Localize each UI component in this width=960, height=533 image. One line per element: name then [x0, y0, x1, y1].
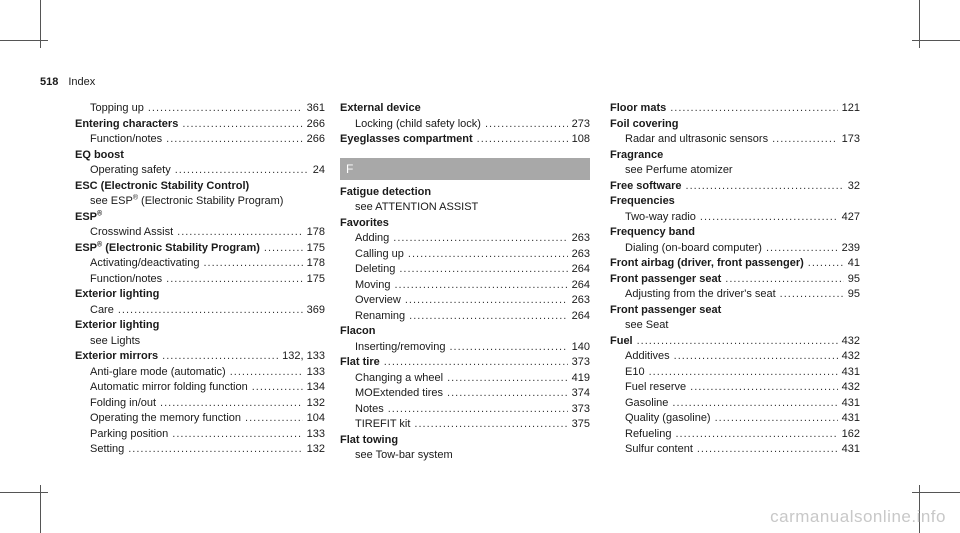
index-subentry — [340, 262, 590, 278]
entry-text: ESP® — [75, 209, 103, 223]
page-reference: 369 — [306, 303, 325, 316]
index-subentry — [75, 256, 325, 272]
page-reference: 133 — [306, 427, 325, 440]
dot-leader — [230, 365, 303, 381]
dot-leader — [447, 371, 568, 387]
dot-leader — [675, 427, 837, 443]
entry-text: Renaming — [355, 309, 406, 322]
index-entry — [610, 179, 860, 195]
entry-text: Parking position — [90, 427, 169, 440]
page-reference: 361 — [306, 102, 325, 114]
dot-leader — [166, 132, 302, 148]
entry-text: Front passenger seat — [610, 272, 722, 285]
entry-text: Inserting/removing — [355, 340, 446, 353]
dot-leader — [264, 241, 303, 257]
index-entry — [75, 241, 325, 257]
index-entry — [610, 272, 860, 288]
page-reference: 432 — [841, 381, 860, 393]
dot-leader — [175, 163, 309, 179]
entry-text: Entering characters — [75, 117, 179, 130]
dot-leader — [384, 355, 568, 371]
entry-text: Gasoline — [625, 396, 669, 409]
index-subentry — [610, 442, 860, 458]
entry-text: see Lights — [90, 334, 141, 347]
page-reference: 419 — [571, 371, 590, 384]
index-column-2 — [340, 101, 590, 464]
page-reference: 32 — [847, 179, 860, 192]
index-column-1 — [75, 101, 325, 458]
page-reference: 95 — [847, 272, 860, 285]
page-reference: 273 — [571, 117, 590, 130]
entry-text: Anti-glare mode (automatic) — [90, 365, 226, 378]
entry-text: Topping up — [90, 102, 144, 114]
page-title: Index — [68, 76, 96, 88]
index-entry — [340, 132, 590, 148]
entry-text: Function/notes — [90, 133, 163, 145]
crop-mark — [0, 40, 48, 41]
entry-text: Fuel — [610, 334, 633, 347]
page-reference: 431 — [841, 365, 860, 378]
entry-text: Fragrance — [610, 148, 664, 161]
page-reference: 432 — [841, 334, 860, 347]
page-reference: 178 — [306, 257, 325, 269]
entry-text: Free software — [610, 179, 682, 192]
index-entry — [75, 148, 325, 164]
entry-text: Radar and ultrasonic sensors — [625, 133, 769, 145]
page-number: 518 — [40, 76, 59, 88]
entry-text: Operating safety — [90, 164, 171, 176]
index-subentry — [75, 303, 325, 319]
dot-leader — [399, 262, 567, 278]
entry-text: MOExtended tires — [355, 387, 444, 399]
index-subentry — [75, 132, 325, 148]
entry-text: Frequency band — [610, 226, 695, 238]
index-subentry — [610, 349, 860, 365]
section-header: F — [340, 158, 590, 180]
page-reference: 431 — [841, 396, 860, 409]
page-reference: 374 — [571, 387, 590, 399]
index-subentry — [610, 380, 860, 396]
page-reference: 175 — [306, 241, 325, 254]
entry-text: Folding in/out — [90, 396, 157, 409]
page-reference: 132 — [306, 443, 325, 455]
index-subentry — [340, 309, 590, 325]
entry-text: ESP® (Electronic Stability Program) — [75, 240, 260, 254]
dot-leader — [674, 349, 838, 365]
entry-text: Fatigue detection — [340, 185, 432, 198]
dot-leader — [405, 293, 568, 309]
index-entry — [340, 185, 590, 201]
index-entry — [610, 101, 860, 117]
entry-text: see ESP® (Electronic Stability Program) — [90, 194, 284, 207]
index-subentry — [75, 225, 325, 241]
dot-leader — [182, 117, 302, 133]
entry-text: Eyeglasses compartment — [340, 133, 473, 145]
index-subentry — [610, 365, 860, 381]
index-subentry — [75, 101, 325, 117]
index-column-3 — [610, 101, 860, 458]
page-reference: 431 — [841, 412, 860, 424]
entry-text: Exterior lighting — [75, 288, 160, 300]
entry-text: Crosswind Assist — [90, 226, 174, 238]
index-subentry — [340, 200, 590, 216]
page-reference: 266 — [306, 133, 325, 145]
page-reference: 134 — [306, 381, 325, 393]
index-entry — [610, 225, 860, 241]
entry-text: Additives — [625, 350, 670, 362]
index-subentry — [610, 318, 860, 334]
watermark: carmanualsonline.info — [770, 507, 946, 526]
index-subentry — [75, 427, 325, 443]
entry-text: Moving — [355, 278, 391, 291]
page-reference: 133 — [306, 365, 325, 378]
entry-text: Adjusting from the driver's seat — [625, 288, 776, 300]
index-subentry — [340, 386, 590, 402]
entry-text: EQ boost — [75, 148, 124, 161]
index-subentry — [75, 396, 325, 412]
page-reference: 264 — [571, 263, 590, 275]
dot-leader — [388, 402, 568, 418]
entry-text: Floor mats — [610, 102, 667, 114]
dot-leader — [808, 256, 844, 272]
page-reference: 264 — [571, 278, 590, 291]
page-reference: 263 — [571, 247, 590, 260]
index-entry — [340, 216, 590, 232]
index-entry — [340, 101, 590, 117]
entry-text: Changing a wheel — [355, 371, 444, 384]
index-entry — [340, 433, 590, 449]
page-reference: 427 — [841, 210, 860, 223]
index-subentry — [340, 293, 590, 309]
page-reference: 373 — [571, 356, 590, 368]
page-reference: 95 — [847, 288, 860, 300]
index-subentry — [75, 380, 325, 396]
index-subentry — [610, 132, 860, 148]
dot-leader — [649, 365, 838, 381]
entry-text: TIREFIT kit — [355, 418, 411, 430]
entry-text: Exterior lighting — [75, 319, 160, 331]
entry-text: Flat towing — [340, 433, 399, 446]
entry-text: Activating/deactivating — [90, 257, 200, 269]
page-reference: 373 — [571, 402, 590, 415]
entry-text: Favorites — [340, 216, 389, 229]
dot-leader — [690, 380, 838, 396]
page-reference: 239 — [841, 241, 860, 254]
dot-leader — [162, 349, 278, 365]
page-reference: 41 — [847, 257, 860, 269]
dot-leader — [166, 272, 302, 288]
entry-text: Deleting — [355, 263, 396, 275]
dot-leader — [697, 442, 838, 458]
index-entry — [610, 303, 860, 319]
index-subentry — [610, 210, 860, 226]
page-reference: 162 — [841, 427, 860, 440]
entry-text: see Perfume atomizer — [625, 164, 733, 176]
page-reference: 263 — [571, 232, 590, 244]
entry-text: Frequencies — [610, 195, 675, 207]
dot-leader — [450, 340, 568, 356]
entry-text: Front airbag (driver, front passenger) — [610, 257, 804, 269]
dot-leader — [177, 225, 303, 241]
entry-text: Two-way radio — [625, 210, 696, 223]
entry-text: Flat tire — [340, 356, 380, 368]
index-entry — [340, 355, 590, 371]
dot-leader — [447, 386, 568, 402]
page-reference: 264 — [571, 309, 590, 322]
dot-leader — [686, 179, 844, 195]
index-subentry — [340, 247, 590, 263]
entry-text: Setting — [90, 443, 125, 455]
entry-text: Exterior mirrors — [75, 350, 159, 362]
page-reference: 431 — [841, 443, 860, 455]
page-reference: 266 — [306, 117, 325, 130]
index-entry — [75, 287, 325, 303]
dot-leader — [780, 287, 844, 303]
crop-mark — [912, 492, 960, 493]
page-reference: 173 — [841, 133, 860, 145]
entry-text: Front passenger seat — [610, 303, 722, 316]
index-subentry — [340, 340, 590, 356]
page-reference: 104 — [306, 412, 325, 424]
entry-text: Calling up — [355, 247, 404, 260]
index-subentry — [75, 163, 325, 179]
entry-text: see ATTENTION ASSIST — [355, 201, 479, 213]
dot-leader — [772, 132, 838, 148]
dot-leader — [672, 396, 837, 412]
entry-text: Sulfur content — [625, 443, 693, 455]
index-entry — [75, 349, 325, 365]
index-entry — [610, 148, 860, 164]
dot-leader — [477, 132, 568, 148]
dot-leader — [393, 231, 567, 247]
dot-leader — [414, 417, 567, 433]
dot-leader — [160, 396, 303, 412]
index-subentry — [75, 194, 325, 210]
index-subentry — [340, 278, 590, 294]
page-reference: 175 — [306, 272, 325, 285]
index-subentry — [610, 163, 860, 179]
entry-text: Quality (gasoline) — [625, 412, 711, 424]
dot-leader — [148, 101, 303, 117]
entry-text: Automatic mirror folding function — [90, 381, 248, 393]
dot-leader — [637, 334, 838, 350]
index-subentry — [610, 287, 860, 303]
index-subentry — [610, 396, 860, 412]
index-entry — [75, 179, 325, 195]
entry-text: Function/notes — [90, 272, 163, 285]
entry-text: Overview — [355, 294, 401, 306]
dot-leader — [408, 247, 568, 263]
entry-text: Adding — [355, 232, 390, 244]
dot-leader — [245, 411, 303, 427]
entry-text: Care — [90, 303, 114, 316]
entry-text: Refueling — [625, 427, 672, 440]
dot-leader — [203, 256, 302, 272]
index-entry — [75, 210, 325, 226]
page-reference: 132 — [306, 396, 325, 409]
index-subentry — [75, 411, 325, 427]
entry-text: Operating the memory function — [90, 412, 242, 424]
entry-text: see Tow-bar system — [355, 449, 453, 461]
dot-leader — [252, 380, 303, 396]
page-reference: 140 — [571, 340, 590, 353]
index-subentry — [610, 241, 860, 257]
entry-text: Fuel reserve — [625, 381, 687, 393]
page-reference: 432 — [841, 350, 860, 362]
index-subentry — [75, 272, 325, 288]
dot-leader — [172, 427, 302, 443]
index-subentry — [340, 448, 590, 464]
dot-leader — [118, 303, 303, 319]
index-entry — [610, 194, 860, 210]
index-subentry — [340, 231, 590, 247]
dot-leader — [715, 411, 838, 427]
entry-text: Foil covering — [610, 117, 679, 130]
index-subentry — [340, 117, 590, 133]
index-entry — [75, 117, 325, 133]
entry-text: Notes — [355, 402, 384, 415]
index-subentry — [75, 365, 325, 381]
page-reference: 178 — [306, 226, 325, 238]
index-entry — [610, 256, 860, 272]
crop-mark — [912, 40, 960, 41]
entry-text: ESC (Electronic Stability Control) — [75, 179, 250, 192]
index-entry — [610, 117, 860, 133]
entry-text: see Seat — [625, 319, 669, 331]
entry-text: Locking (child safety lock) — [355, 117, 481, 130]
page-reference: 121 — [841, 102, 860, 114]
dot-leader — [725, 272, 843, 288]
page-reference: 263 — [571, 294, 590, 306]
page-header — [40, 76, 95, 88]
dot-leader — [394, 278, 567, 294]
index-subentry — [610, 427, 860, 443]
index-entry — [75, 318, 325, 334]
page-reference: 24 — [312, 164, 325, 176]
index-subentry — [610, 411, 860, 427]
dot-leader — [128, 442, 302, 458]
crop-mark — [0, 492, 48, 493]
index-entry — [610, 334, 860, 350]
dot-leader — [766, 241, 838, 257]
index-subentry — [75, 442, 325, 458]
entry-text: External device — [340, 102, 421, 114]
dot-leader — [485, 117, 568, 133]
page-reference: 108 — [571, 133, 590, 145]
index-subentry — [340, 402, 590, 418]
dot-leader — [670, 101, 837, 117]
entry-text: Dialing (on-board computer) — [625, 241, 762, 254]
dot-leader — [700, 210, 838, 226]
page-reference: 132, 133 — [282, 350, 325, 362]
index-subentry — [340, 371, 590, 387]
entry-text: Flacon — [340, 325, 376, 337]
entry-text: E10 — [625, 365, 645, 378]
index-subentry — [75, 334, 325, 350]
index-entry — [340, 324, 590, 340]
dot-leader — [409, 309, 568, 325]
page-reference: 375 — [571, 418, 590, 430]
index-subentry — [340, 417, 590, 433]
